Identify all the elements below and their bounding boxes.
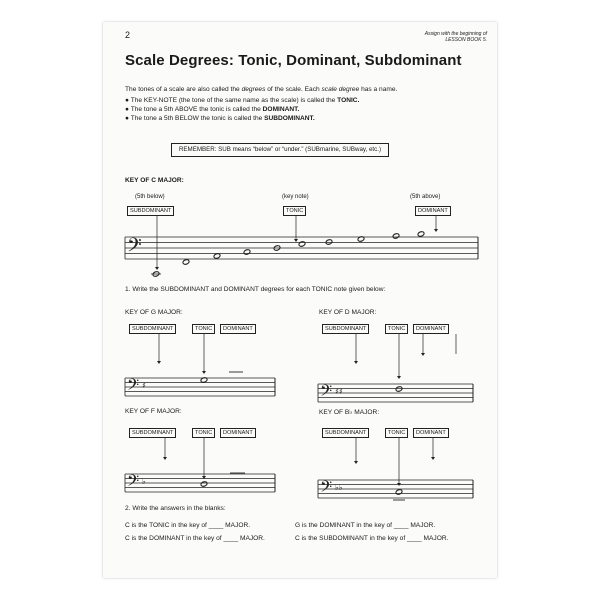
arrow-head-icon	[421, 353, 425, 356]
bullet-item: ● The tone a 5th BELOW the tonic is called the SUBDOMINANT.	[125, 115, 315, 122]
answer-line: C is the DOMINANT in the key of ____ MAJOR.	[125, 535, 265, 542]
arrow-head-icon	[431, 457, 435, 460]
g-subdominant-box: SUBDOMINANT	[129, 324, 176, 334]
bass-clef-icon: 𝄢	[127, 235, 142, 262]
answer-line: G is the DOMINANT in the key of ____ MAJOR.	[295, 522, 436, 529]
bullet-item: ● The tone a 5th ABOVE the tonic is called the DOMINANT.	[125, 106, 300, 113]
d-dominant-box: DOMINANT	[413, 324, 449, 334]
arrow-head-icon	[155, 267, 159, 270]
intro-italic: degrees	[241, 86, 266, 93]
f-major-heading: KEY OF F MAJOR:	[125, 408, 182, 415]
bullet-text: The KEY-NOTE (the tone of the same name as the scale) is called the	[130, 97, 338, 104]
exercise-2-instruction: 2. Write the answers in the blanks:	[125, 505, 226, 512]
d-subdominant-box: SUBDOMINANT	[322, 324, 369, 334]
workbook-page	[103, 22, 497, 578]
bullet-bold: SUBDOMINANT.	[264, 115, 315, 122]
bass-clef-icon: 𝄢	[320, 381, 333, 404]
page-title: Scale Degrees: Tonic, Dominant, Subdominant	[125, 52, 462, 69]
arrow-head-icon	[163, 457, 167, 460]
whole-note	[392, 233, 400, 239]
assign-line-2: LESSON BOOK 5.	[445, 37, 487, 43]
answer-line: C is the SUBDOMINANT in the key of ____ MAJOR.	[295, 535, 449, 542]
dominant-box: DOMINANT	[415, 206, 451, 216]
bb-major-heading: KEY OF B♭ MAJOR:	[319, 409, 380, 416]
key-note-label: (key note)	[282, 194, 309, 200]
assign-line-1: Assign with the beginning of	[424, 31, 487, 37]
key-signature-icon: ♯	[142, 380, 146, 390]
fifth-above-label: (5th above)	[410, 194, 441, 200]
page-number: 2	[125, 30, 131, 40]
f-tonic-box: TONIC	[192, 428, 215, 438]
bass-clef-icon: 𝄢	[127, 471, 140, 494]
f-dominant-box: DOMINANT	[220, 428, 256, 438]
whole-note	[325, 239, 333, 245]
intro-prefix: The tones of a scale are also called the	[125, 86, 242, 93]
bullet-text: The tone a 5th BELOW the tonic is called the	[130, 115, 265, 122]
bb-dominant-box: DOMINANT	[413, 428, 449, 438]
arrow-head-icon	[202, 371, 206, 374]
bullet-text: The tone a 5th ABOVE the tonic is called the	[130, 106, 263, 113]
arrow-head-icon	[397, 376, 401, 379]
bass-clef-icon: 𝄢	[127, 375, 140, 398]
intro-italic-2: scale degree	[321, 86, 360, 93]
key-signature-icon: ♯♯	[335, 386, 343, 396]
fifth-below-label: (5th below)	[135, 194, 165, 200]
music-notation	[103, 22, 497, 578]
arrow-head-icon	[354, 461, 358, 464]
c-major-heading: KEY OF C MAJOR:	[125, 177, 184, 184]
key-signature-icon: ♭♭	[335, 482, 343, 492]
arrow-head-icon	[354, 361, 358, 364]
intro-end: has a name.	[359, 86, 398, 93]
whole-note	[243, 249, 251, 255]
arrow-head-icon	[157, 361, 161, 364]
remember-box: REMEMBER: SUB means “below” or “under.” (SUBmarine, SUBway, etc.)	[171, 143, 389, 157]
g-tonic-box: TONIC	[192, 324, 215, 334]
g-dominant-box: DOMINANT	[220, 324, 256, 334]
whole-note	[417, 231, 425, 237]
arrow-head-icon	[294, 239, 298, 242]
g-major-heading: KEY OF G MAJOR:	[125, 309, 183, 316]
tonic-box: TONIC	[283, 206, 306, 216]
d-major-heading: KEY OF D MAJOR:	[319, 309, 377, 316]
d-tonic-box: TONIC	[385, 324, 408, 334]
key-signature-icon: ♭	[142, 476, 146, 486]
bullet-item: ● The KEY-NOTE (the tone of the same name as the scale) is called the TONIC.	[125, 97, 360, 104]
exercise-1-instruction: 1. Write the SUBDOMINANT and DOMINANT degrees for each TONIC note given below:	[125, 286, 386, 293]
bullet-bold: TONIC.	[337, 97, 360, 104]
answer-line: C is the TONIC in the key of ____ MAJOR.	[125, 522, 251, 529]
whole-note	[395, 386, 403, 392]
f-subdominant-box: SUBDOMINANT	[129, 428, 176, 438]
bass-clef-icon: 𝄢	[320, 477, 333, 500]
bb-subdominant-box: SUBDOMINANT	[322, 428, 369, 438]
bb-tonic-box: TONIC	[385, 428, 408, 438]
whole-note	[395, 489, 403, 495]
arrow-head-icon	[434, 229, 438, 232]
whole-note	[200, 481, 208, 487]
whole-note	[298, 241, 306, 247]
bullet-bold: DOMINANT.	[262, 106, 300, 113]
subdominant-box: SUBDOMINANT	[127, 206, 174, 216]
intro-suffix: of the scale. Each	[265, 86, 322, 93]
whole-note	[182, 259, 190, 265]
